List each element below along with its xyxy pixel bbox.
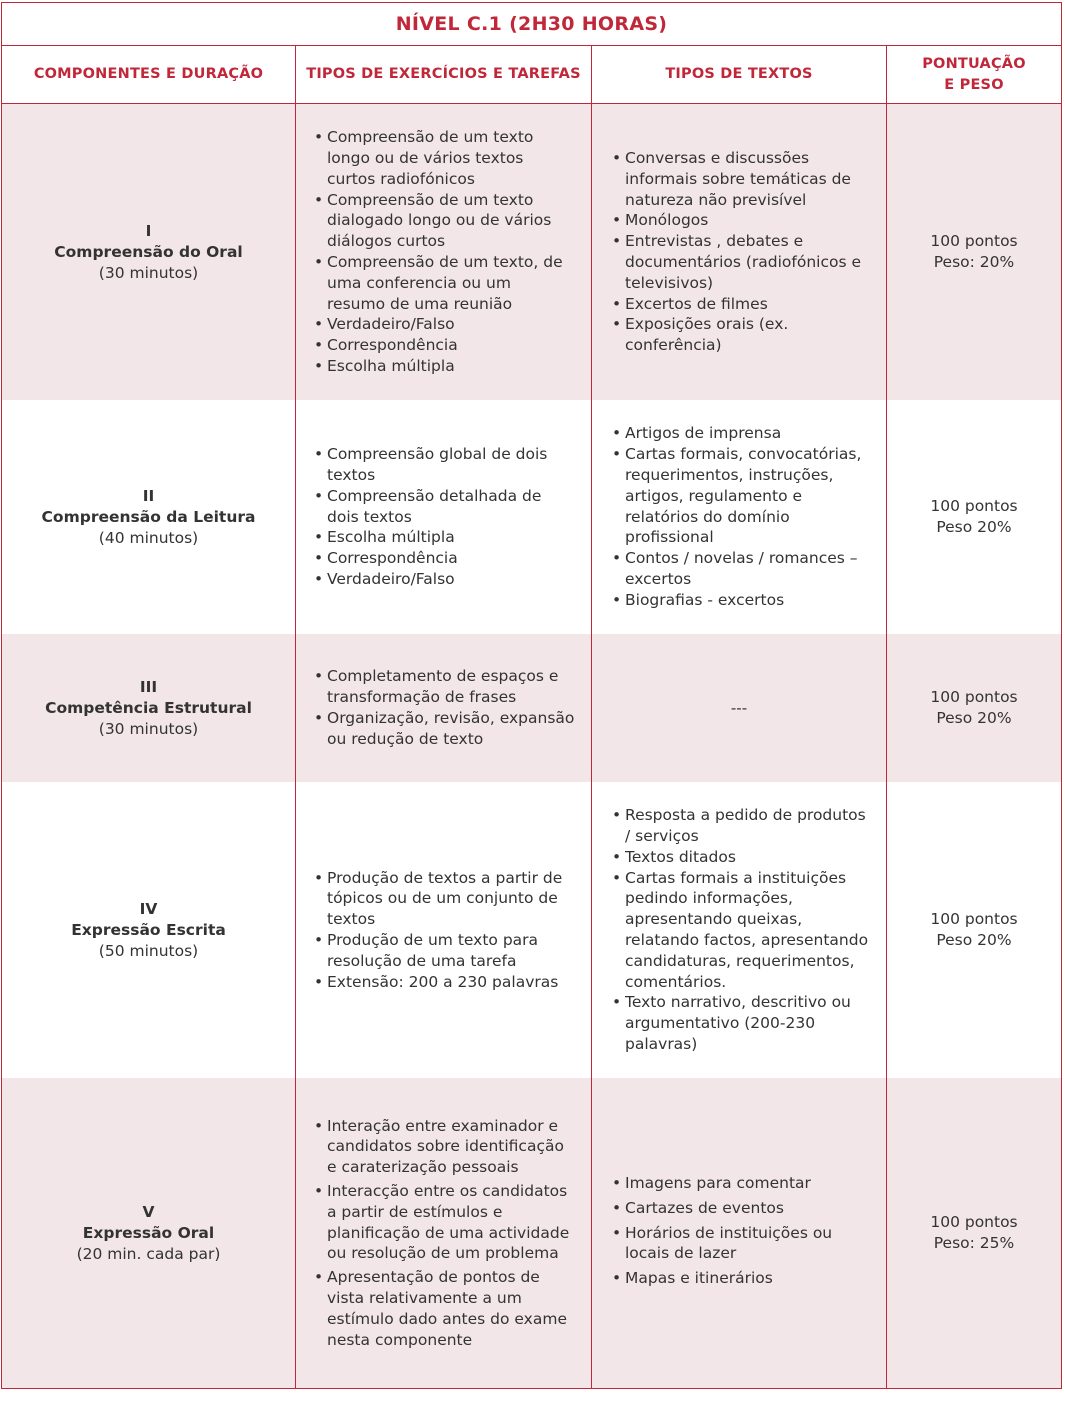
table-row	[2, 782, 1061, 1078]
texts-cell	[592, 400, 887, 634]
list-item: • Conversas e discussões informais sobre temáticas de natureza não previsível	[612, 148, 874, 210]
exercises-cell	[296, 634, 592, 782]
score-weight: Peso: 25%	[933, 1234, 1015, 1252]
header-components: COMPONENTES E DURAÇÃO	[2, 46, 296, 103]
header-score-line1: PONTUAÇÃO	[922, 55, 1026, 72]
exercises-cell	[296, 1078, 592, 1388]
component-number: V	[142, 1202, 155, 1221]
score-cell	[887, 634, 1061, 782]
score-weight: Peso 20%	[936, 709, 1012, 727]
exercises-list	[314, 127, 564, 377]
score-points: 100 pontos	[930, 910, 1018, 928]
component-duration: (30 minutos)	[98, 719, 199, 738]
list-item: • Interação entre examinador e candidatos sobre identificação e caraterização pessoais	[314, 1116, 576, 1178]
list-item: • Exposições orais (ex. conferência)	[612, 314, 874, 356]
texts-cell	[592, 1078, 887, 1388]
exercises-list	[314, 868, 582, 993]
component-name: Compreensão do Oral	[54, 242, 243, 261]
header-row	[2, 46, 1061, 104]
list-item: • Compreensão de um texto, de uma conferencia ou um resumo de uma reunião	[314, 252, 564, 314]
table-row	[2, 634, 1061, 782]
score-cell	[887, 1078, 1061, 1388]
score-weight: Peso 20%	[936, 518, 1012, 536]
header-score	[887, 46, 1061, 103]
header-texts: TIPOS DE TEXTOS	[592, 46, 887, 103]
list-item: • Contos / novelas / romances – excertos	[612, 548, 878, 590]
list-item: • Produção de textos a partir de tópicos ou de um conjunto de textos	[314, 868, 582, 930]
score-weight: Peso: 20%	[933, 253, 1015, 271]
list-item: • Compreensão de um texto longo ou de vários textos curtos radiofónicos	[314, 127, 564, 189]
score-cell	[887, 400, 1061, 634]
component-cell	[2, 1078, 296, 1388]
score-points: 100 pontos	[930, 688, 1018, 706]
list-item: • Compreensão global de dois textos	[314, 444, 576, 486]
list-item: • Correspondência	[314, 335, 564, 356]
list-item: • Verdadeiro/Falso	[314, 314, 564, 335]
exercises-cell	[296, 400, 592, 634]
list-item: • Compreensão de um texto dialogado longo ou de vários diálogos curtos	[314, 190, 564, 252]
component-cell	[2, 400, 296, 634]
component-number: I	[145, 221, 152, 240]
score-points: 100 pontos	[930, 497, 1018, 515]
component-name: Expressão Oral	[82, 1223, 215, 1242]
list-item: • Correspondência	[314, 548, 576, 569]
exercises-cell	[296, 782, 592, 1078]
list-item: • Apresentação de pontos de vista relativamente a um estímulo dado antes do exame nesta componente	[314, 1267, 576, 1350]
exercises-cell	[296, 104, 592, 400]
list-item: • Artigos de imprensa	[612, 423, 878, 444]
exercises-list	[314, 1116, 576, 1351]
score-weight: Peso 20%	[936, 931, 1012, 949]
component-cell	[2, 782, 296, 1078]
score-cell	[887, 104, 1061, 400]
header-score-line2: E PESO	[944, 76, 1004, 93]
component-name: Competência Estrutural	[45, 698, 252, 717]
texts-list	[612, 805, 874, 1055]
exercises-list	[314, 666, 576, 749]
texts-empty-placeholder: ---	[730, 699, 748, 717]
texts-cell	[592, 104, 887, 400]
list-item: • Monólogos	[612, 210, 874, 231]
list-item: • Entrevistas , debates e documentários (radiofónicos e televisivos)	[612, 231, 874, 293]
list-item: • Textos ditados	[612, 847, 874, 868]
list-item: • Biografias - excertos	[612, 590, 878, 611]
texts-list	[612, 1173, 874, 1293]
component-number: II	[142, 486, 155, 505]
list-item: • Verdadeiro/Falso	[314, 569, 576, 590]
list-item: • Cartazes de eventos	[612, 1198, 874, 1219]
list-item: • Imagens para comentar	[612, 1173, 874, 1194]
list-item: • Escolha múltipla	[314, 356, 564, 377]
table-row	[2, 1078, 1061, 1388]
component-name: Compreensão da Leitura	[41, 507, 256, 526]
texts-cell	[592, 782, 887, 1078]
list-item: • Mapas e itinerários	[612, 1268, 874, 1289]
score-points: 100 pontos	[930, 232, 1018, 250]
list-item: • Horários de instituições ou locais de lazer	[612, 1223, 874, 1265]
component-number: IV	[139, 899, 158, 918]
header-exercises: TIPOS DE EXERCÍCIOS E TAREFAS	[296, 46, 592, 103]
component-duration: (30 minutos)	[98, 263, 199, 282]
list-item: • Produção de um texto para resolução de uma tarefa	[314, 930, 582, 972]
exam-table	[1, 2, 1062, 1389]
table-row	[2, 400, 1061, 634]
list-item: • Escolha múltipla	[314, 527, 576, 548]
list-item: • Completamento de espaços e transformação de frases	[314, 666, 576, 708]
table-row	[2, 104, 1061, 400]
component-duration: (50 minutos)	[98, 941, 199, 960]
component-name: Expressão Escrita	[71, 920, 226, 939]
list-item: • Organização, revisão, expansão ou redução de texto	[314, 708, 576, 750]
exercises-list	[314, 444, 576, 590]
list-item: • Extensão: 200 a 230 palavras	[314, 972, 582, 993]
texts-cell	[592, 634, 887, 782]
list-item: • Resposta a pedido de produtos / serviços	[612, 805, 874, 847]
score-points: 100 pontos	[930, 1213, 1018, 1231]
list-item: • Compreensão detalhada de dois textos	[314, 486, 576, 528]
component-duration: (40 minutos)	[98, 528, 199, 547]
component-number: III	[139, 677, 158, 696]
table-title: NÍVEL C.1 (2H30 HORAS)	[2, 3, 1061, 46]
list-item: • Excertos de filmes	[612, 294, 874, 315]
texts-list	[612, 148, 874, 356]
component-cell	[2, 634, 296, 782]
score-cell	[887, 782, 1061, 1078]
list-item: • Interacção entre os candidatos a partir de estímulos e planificação de uma actividade ou resolução de um problema	[314, 1181, 576, 1264]
component-duration: (20 min. cada par)	[76, 1244, 221, 1263]
texts-list	[612, 423, 878, 610]
component-cell	[2, 104, 296, 400]
list-item: • Cartas formais, convocatórias, requerimentos, instruções, artigos, regulamento e relatórios do domínio profissional	[612, 444, 878, 548]
list-item: • Texto narrativo, descritivo ou argumentativo (200-230 palavras)	[612, 992, 874, 1054]
list-item: • Cartas formais a instituições pedindo informações, apresentando queixas, relatando factos, apresentando candidaturas, requerimentos, comentários.	[612, 868, 874, 993]
